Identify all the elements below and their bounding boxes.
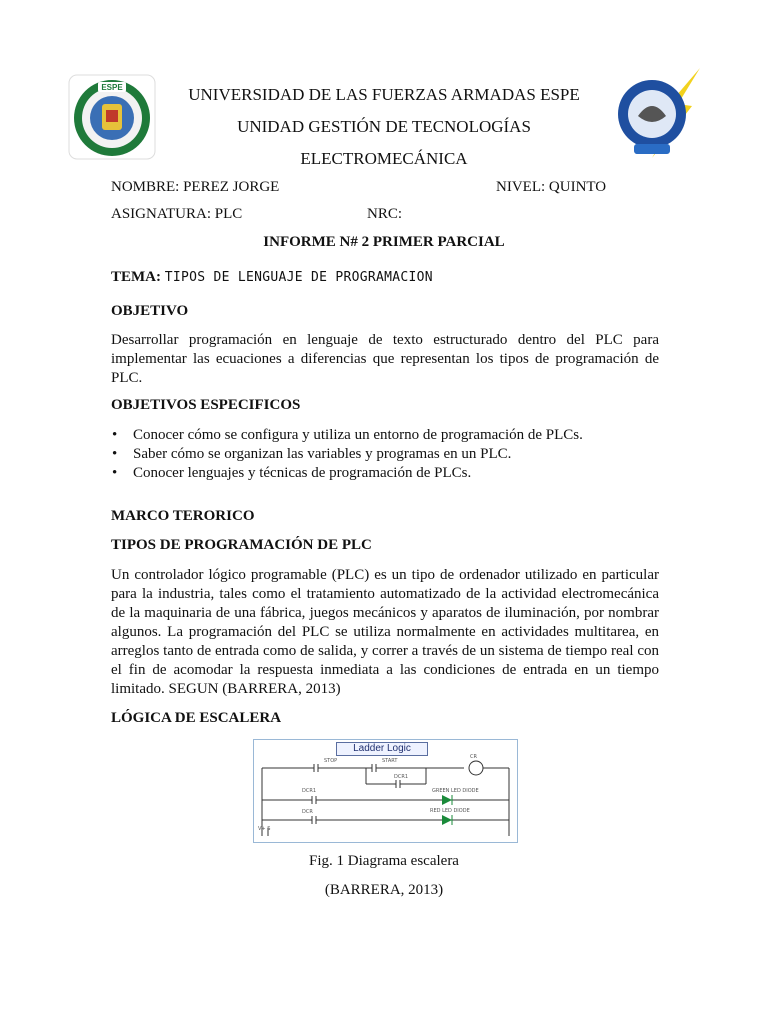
logica-heading: LÓGICA DE ESCALERA bbox=[111, 710, 282, 726]
list-item: • Conocer lenguajes y técnicas de programación de PLCs. bbox=[111, 464, 671, 483]
student-name: NOMBRE: PEREZ JORGE bbox=[111, 179, 280, 195]
cr1-label: DCR1 bbox=[394, 774, 408, 780]
especificos-heading: OBJETIVOS ESPECIFICOS bbox=[111, 397, 301, 413]
figure-caption: Fig. 1 Diagrama escalera bbox=[309, 853, 459, 869]
student-level: NIVEL: QUINTO bbox=[496, 179, 607, 195]
cr-coil-label: CR bbox=[470, 754, 477, 760]
report-title: INFORME N# 2 PRIMER PARCIAL bbox=[263, 234, 505, 250]
list-item: • Conocer cómo se configura y utiliza un entorno de programación de PLCs. bbox=[111, 426, 671, 445]
cr-contact-label: DCR bbox=[302, 809, 313, 815]
start-label: START bbox=[382, 758, 398, 764]
cr1-contact-label: DCR1 bbox=[302, 788, 316, 794]
university-title: UNIVERSIDAD DE LAS FUERZAS ARMADAS ESPE bbox=[188, 85, 580, 104]
ladder-diagram bbox=[253, 739, 518, 843]
nrc: NRC: bbox=[367, 206, 403, 222]
tema-value: TIPOS DE LENGUAJE DE PROGRAMACION bbox=[164, 270, 433, 285]
ladder-diagram-title: Ladder Logic bbox=[336, 742, 428, 756]
programacion-heading: TIPOS DE PROGRAMACIÓN DE PLC bbox=[111, 537, 372, 553]
subject: ASIGNATURA: PLC bbox=[111, 206, 243, 222]
vs-label: V+ S bbox=[258, 826, 271, 832]
figure-citation: (BARRERA, 2013) bbox=[324, 882, 444, 898]
red-led-label: RED LED DIODE bbox=[430, 808, 470, 814]
espe-logo-text: ESPE bbox=[101, 83, 123, 92]
marco-heading: MARCO TERORICO bbox=[111, 508, 255, 524]
marco-text: Un controlador lógico programable (PLC) es un tipo de ordenador utilizado en particular para la industria, tales como el tratamiento automatizado de la actividad electromecánica de la maquinaria de una fábrica, juegos mecánicos y aparatos de iluminación, por nombrar algunos. La programación del PLC se utiliza normalmente en actividades multitarea, en arreglos tanto de entrada como de salida, y correr a través de un sistema de tiempo real con el fin de acomodar la respuesta inmediata a las condiciones de entrada en un tiempo limitado. SEGUN (BARRERA, 2013) bbox=[111, 567, 659, 697]
green-led-label: GREEN LED DIODE bbox=[432, 788, 479, 794]
especificos-list bbox=[111, 426, 671, 483]
stop-label: STOP bbox=[324, 758, 338, 764]
unit-title: UNIDAD GESTIÓN DE TECNOLOGÍAS bbox=[237, 117, 531, 136]
objetivo-heading: OBJETIVO bbox=[111, 303, 189, 319]
electromecanica-logo bbox=[604, 66, 708, 162]
tema-line bbox=[111, 269, 433, 286]
tema-label: TEMA: bbox=[111, 269, 161, 285]
list-item: • Saber cómo se organizan las variables y programas en un PLC. bbox=[111, 445, 671, 464]
objetivo-text: Desarrollar programación en lenguaje de texto estructurado dentro del PLC para implementar las ecuaciones a diferencias que representan los tipos de programación de PLC. bbox=[111, 332, 659, 386]
program-title: ELECTROMECÁNICA bbox=[300, 149, 468, 168]
